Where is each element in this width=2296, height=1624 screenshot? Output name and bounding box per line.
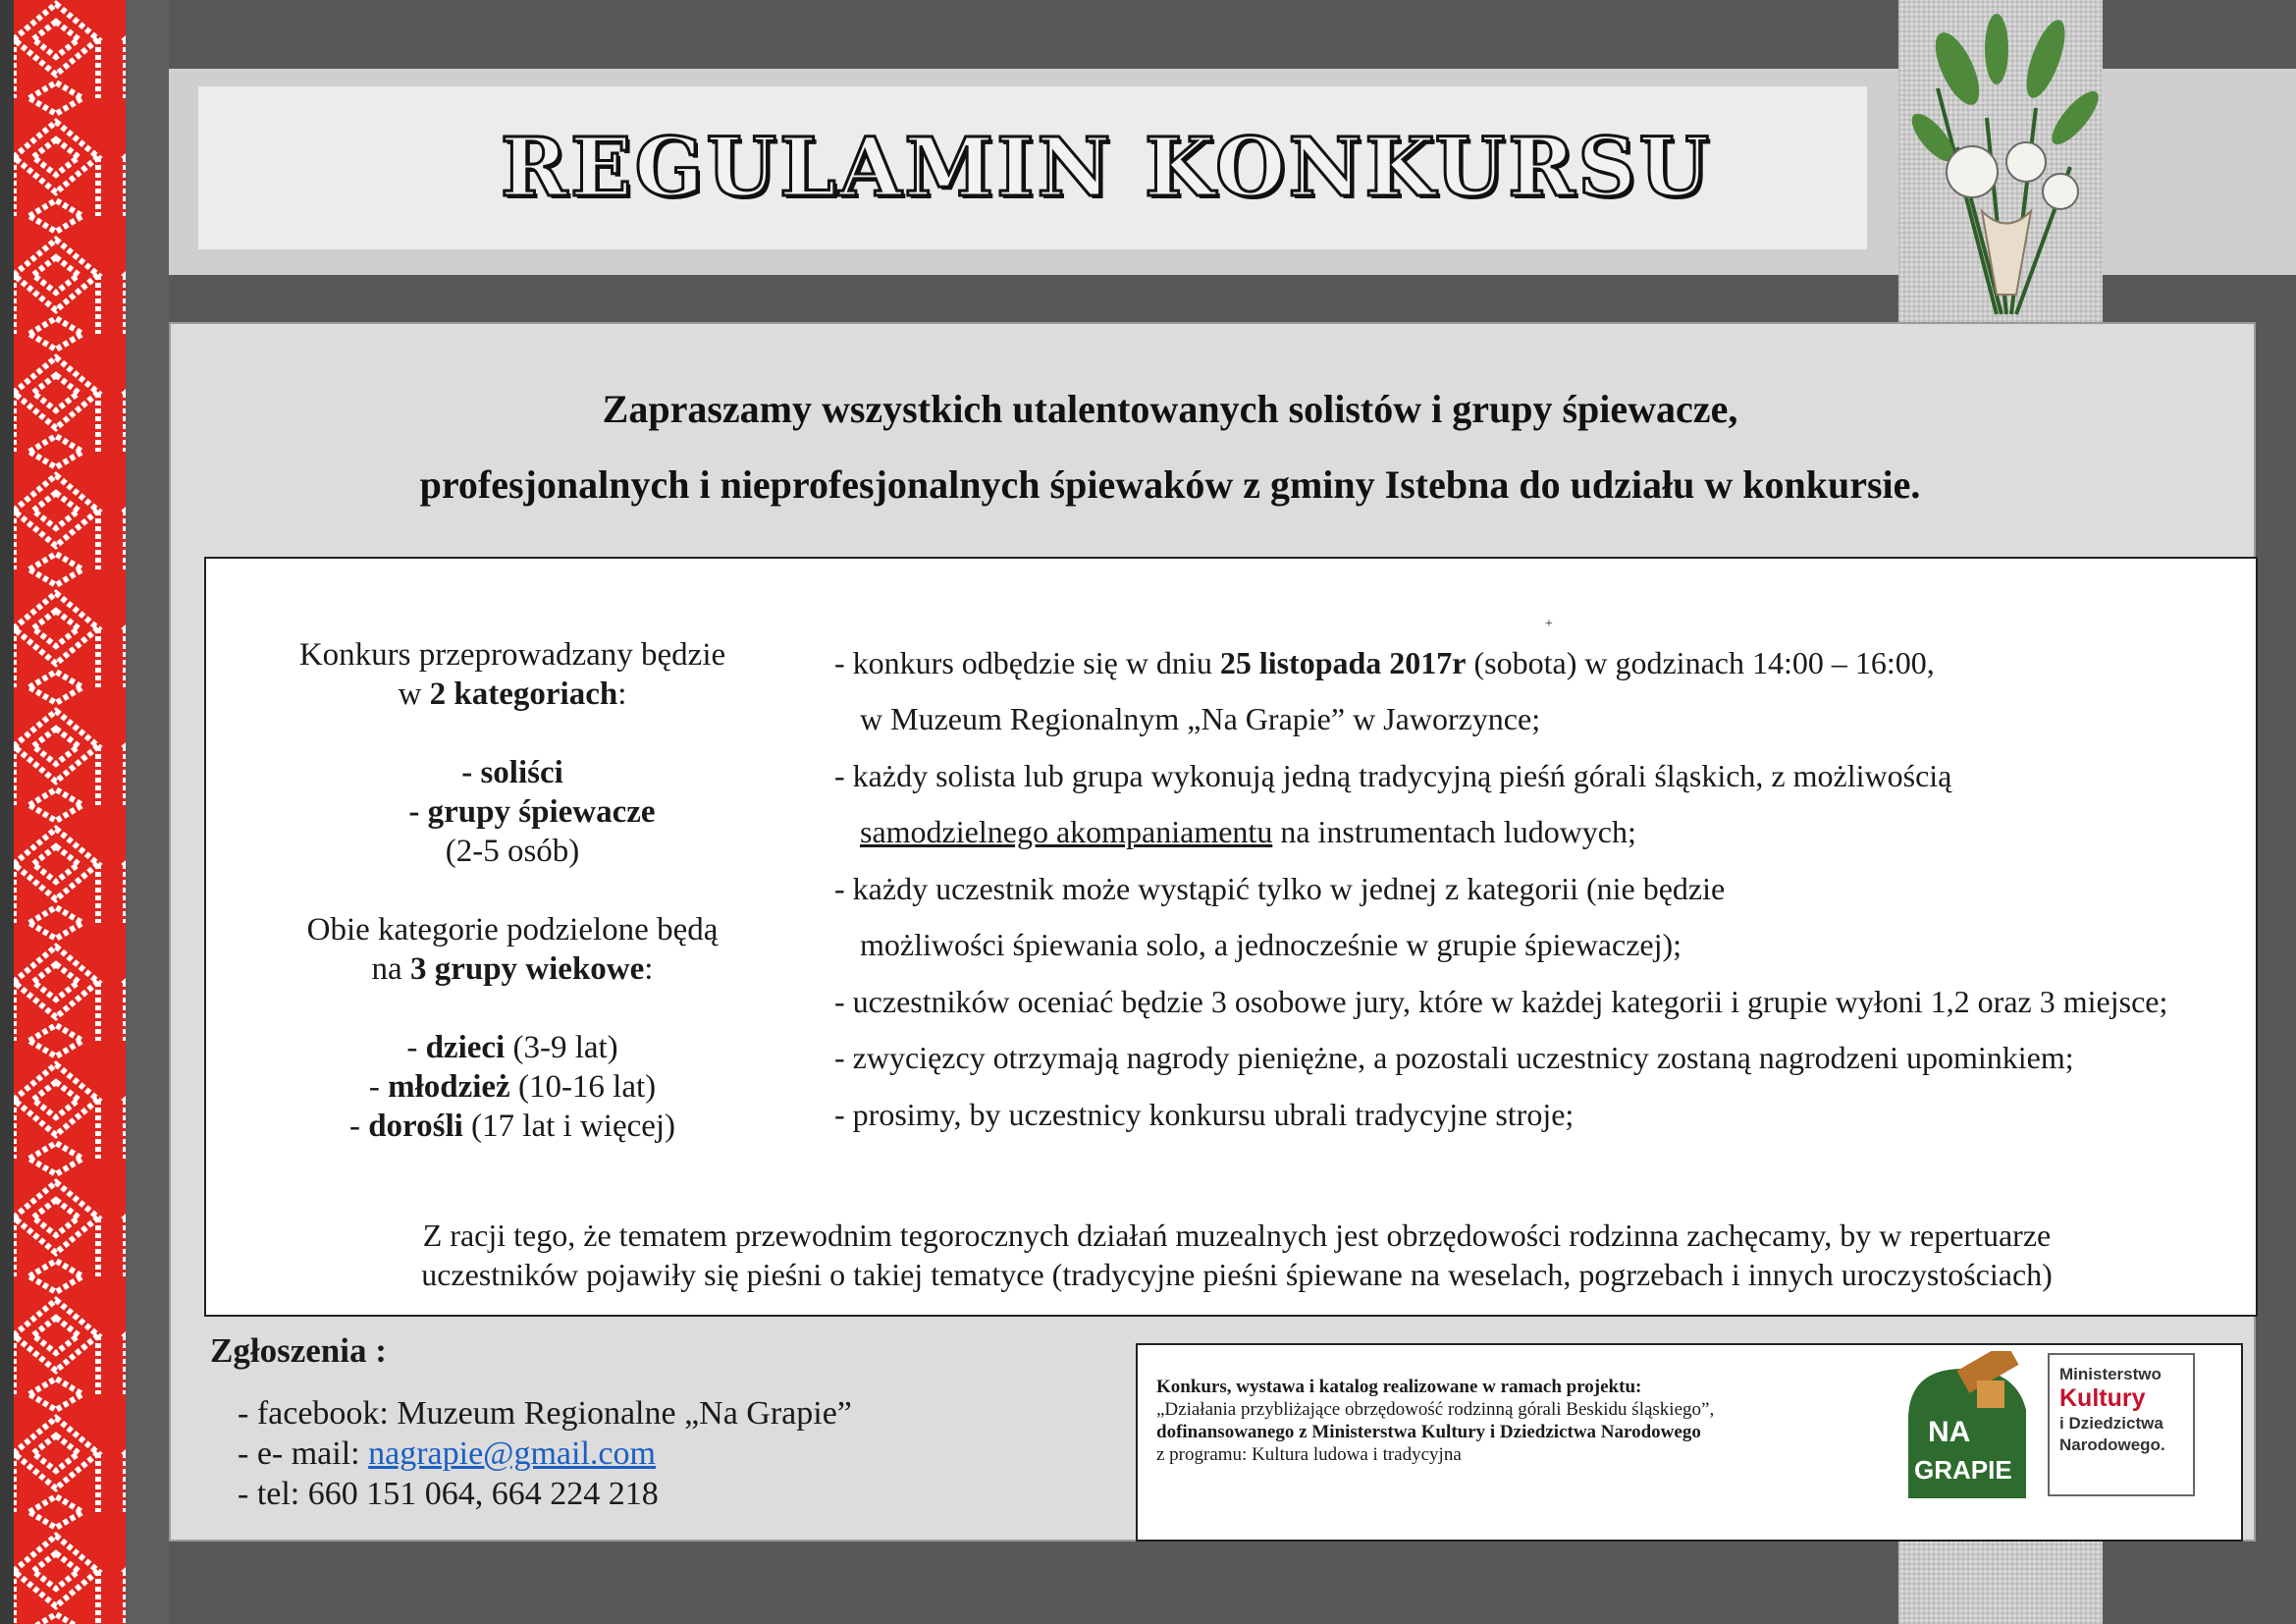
- submissions-phone: - tel: 660 151 064, 664 224 218: [238, 1476, 659, 1512]
- email-link[interactable]: nagrapie@gmail.com: [368, 1435, 656, 1472]
- ministry-logo-line-2: Kultury: [2059, 1384, 2146, 1412]
- age-groups-intro: Obie kategorie podzielone będą: [306, 912, 719, 947]
- age-groups-count: na 3 grupy wiekowe:: [371, 951, 654, 987]
- flower-bouquet-image: [1898, 0, 2103, 322]
- rule-song-accompaniment: samodzielnego akompaniamentu na instrumentach ludowych;: [860, 814, 1636, 849]
- rule-date: - konkurs odbędzie się w dniu 25 listopada 2017r (sobota) w godzinach 14:00 – 16:00,: [834, 645, 1935, 680]
- category-groups-note: (2-5 osób): [445, 834, 580, 869]
- theme-note-line-2: uczestników pojawiły się pieśni o takiej tematyce (tradycyjne pieśni śpiewane na weselach, pogrzebach i innych uroczystościach): [421, 1257, 2053, 1292]
- texture-strip: [1898, 1540, 2103, 1624]
- ministry-logo: [2048, 1353, 2195, 1496]
- nagrapie-logo-text-2: GRAPIE: [1914, 1455, 2012, 1485]
- nagrapie-logo: [1900, 1351, 2034, 1498]
- ministry-logo-line-3: i Dziedzictwa: [2059, 1414, 2163, 1433]
- age-group-adults: - dorośli (17 lat i więcej): [348, 1109, 676, 1144]
- ministry-logo-line-1: Ministerstwo: [2059, 1365, 2162, 1383]
- category-soloists: - soliści: [461, 755, 563, 790]
- submissions-title: Zgłoszenia :: [210, 1331, 387, 1370]
- decorative-folk-ribbon: [0, 0, 169, 1624]
- age-group-youth: - młodzież (10-16 lat): [368, 1069, 657, 1105]
- submissions-facebook: - facebook: Muzeum Regionalne „Na Grapie”: [238, 1395, 852, 1432]
- rule-prizes: - zwycięzcy otrzymają nagrody pieniężne, a pozostali uczestnicy zostaną nagrodzeni upominkiem;: [834, 1040, 2074, 1075]
- sponsor-line-4: z programu: Kultura ludowa i tradycyjna: [1156, 1444, 1462, 1465]
- categories-intro: Konkurs przeprowadzany będzie: [298, 637, 726, 673]
- rule-song: - każdy solista lub grupa wykonują jedną tradycyjną pieśń górali śląskich, z możliwością: [834, 758, 1952, 793]
- rule-costumes: - prosimy, by uczestnicy konkursu ubrali tradycyjne stroje;: [834, 1097, 1575, 1132]
- sponsor-line-2: „Działania przybliżające obrzędowość rodzinną górali Beskidu śląskiego”,: [1156, 1399, 1715, 1420]
- submissions-email: - e- mail: nagrapie@gmail.com: [238, 1435, 656, 1472]
- categories-count: w 2 kategoriach:: [398, 677, 627, 712]
- rule-date-place: w Muzeum Regionalnym „Na Grapie” w Jaworzynce;: [860, 701, 1541, 736]
- rule-one-category-cont: możliwości śpiewania solo, a jednocześnie w grupie śpiewaczej);: [860, 927, 1682, 962]
- theme-note-line-1: Z racji tego, że tematem przewodnim tegorocznych działań muzealnych jest obrzędowości rodzinna zachęcamy, by w repertuarze: [422, 1218, 2052, 1253]
- sponsor-line-3: dofinansowanego z Ministerstwa Kultury i Dziedzictwa Narodowego: [1156, 1422, 1701, 1442]
- intro-line-2: profesjonalnych i nieprofesjonalnych śpiewaków z gminy Istebna do udziału w konkursie.: [419, 462, 1921, 507]
- ministry-logo-line-4: Narodowego.: [2059, 1435, 2165, 1454]
- plus-mark: +: [1545, 617, 1553, 631]
- rule-jury: - uczestników oceniać będzie 3 osobowe jury, które w każdej kategorii i grupie wyłoni 1,2 oraz 3 miejsce;: [834, 984, 2168, 1019]
- page-title: REGULAMIN KONKURSU: [500, 121, 1713, 215]
- age-group-children: - dzieci (3-9 lat): [406, 1030, 618, 1065]
- nagrapie-logo-text-1: NA: [1928, 1416, 1971, 1448]
- intro-line-1: Zapraszamy wszystkich utalentowanych solistów i grupy śpiewacze,: [602, 387, 1738, 431]
- rule-one-category: - każdy uczestnik może wystąpić tylko w jednej z kategorii (nie będzie: [834, 871, 1726, 906]
- sponsor-line-1: Konkurs, wystawa i katalog realizowane w ramach projektu:: [1156, 1377, 1642, 1397]
- category-groups: - grupy śpiewacze: [408, 794, 656, 830]
